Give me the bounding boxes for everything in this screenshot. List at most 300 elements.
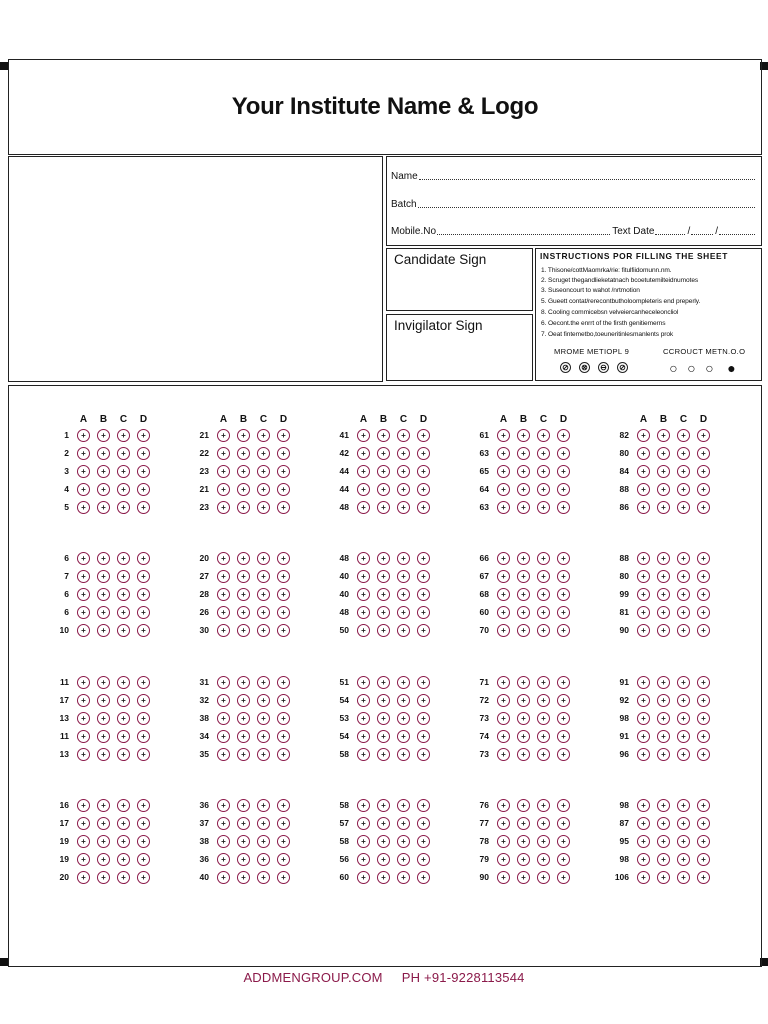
answer-bubble-a[interactable]: + bbox=[637, 730, 650, 743]
answer-bubble-c[interactable]: + bbox=[677, 501, 690, 514]
answer-bubble-b[interactable]: + bbox=[657, 694, 670, 707]
answer-bubble-a[interactable]: + bbox=[637, 748, 650, 761]
answer-bubble-b[interactable]: + bbox=[237, 552, 250, 565]
answer-bubble-a[interactable]: + bbox=[217, 817, 230, 830]
answer-bubble-a[interactable]: + bbox=[637, 853, 650, 866]
answer-bubble-d[interactable]: + bbox=[557, 447, 570, 460]
answer-bubble-a[interactable]: + bbox=[217, 570, 230, 583]
answer-bubble-a[interactable]: + bbox=[77, 483, 90, 496]
answer-bubble-b[interactable]: + bbox=[237, 835, 250, 848]
answer-bubble-c[interactable]: + bbox=[397, 799, 410, 812]
answer-bubble-d[interactable]: + bbox=[557, 871, 570, 884]
answer-bubble-b[interactable]: + bbox=[657, 624, 670, 637]
answer-bubble-c[interactable]: + bbox=[257, 606, 270, 619]
answer-bubble-c[interactable]: + bbox=[257, 853, 270, 866]
answer-bubble-b[interactable]: + bbox=[97, 447, 110, 460]
answer-bubble-a[interactable]: + bbox=[497, 501, 510, 514]
answer-bubble-b[interactable]: + bbox=[377, 712, 390, 725]
answer-bubble-c[interactable]: + bbox=[397, 483, 410, 496]
answer-bubble-d[interactable]: + bbox=[137, 712, 150, 725]
answer-bubble-b[interactable]: + bbox=[657, 871, 670, 884]
answer-bubble-a[interactable]: + bbox=[357, 606, 370, 619]
answer-bubble-a[interactable]: + bbox=[497, 570, 510, 583]
answer-bubble-b[interactable]: + bbox=[377, 871, 390, 884]
answer-bubble-d[interactable]: + bbox=[557, 694, 570, 707]
answer-bubble-a[interactable]: + bbox=[77, 676, 90, 689]
answer-bubble-b[interactable]: + bbox=[657, 817, 670, 830]
answer-bubble-c[interactable]: + bbox=[257, 465, 270, 478]
answer-bubble-d[interactable]: + bbox=[697, 429, 710, 442]
answer-bubble-b[interactable]: + bbox=[377, 799, 390, 812]
answer-bubble-b[interactable]: + bbox=[237, 694, 250, 707]
answer-bubble-c[interactable]: + bbox=[677, 465, 690, 478]
answer-bubble-b[interactable]: + bbox=[517, 465, 530, 478]
answer-bubble-b[interactable]: + bbox=[237, 606, 250, 619]
answer-bubble-a[interactable]: + bbox=[637, 799, 650, 812]
answer-bubble-c[interactable]: + bbox=[537, 588, 550, 601]
answer-bubble-c[interactable]: + bbox=[537, 712, 550, 725]
answer-bubble-a[interactable]: + bbox=[77, 799, 90, 812]
answer-bubble-d[interactable]: + bbox=[557, 676, 570, 689]
answer-bubble-b[interactable]: + bbox=[97, 835, 110, 848]
answer-bubble-b[interactable]: + bbox=[377, 552, 390, 565]
answer-bubble-c[interactable]: + bbox=[257, 447, 270, 460]
answer-bubble-c[interactable]: + bbox=[397, 447, 410, 460]
answer-bubble-b[interactable]: + bbox=[237, 447, 250, 460]
answer-bubble-d[interactable]: + bbox=[697, 501, 710, 514]
answer-bubble-a[interactable]: + bbox=[77, 694, 90, 707]
answer-bubble-d[interactable]: + bbox=[277, 588, 290, 601]
answer-bubble-b[interactable]: + bbox=[657, 501, 670, 514]
answer-bubble-d[interactable]: + bbox=[417, 624, 430, 637]
answer-bubble-c[interactable]: + bbox=[677, 624, 690, 637]
answer-bubble-d[interactable]: + bbox=[277, 712, 290, 725]
answer-bubble-d[interactable]: + bbox=[137, 429, 150, 442]
answer-bubble-c[interactable]: + bbox=[677, 694, 690, 707]
answer-bubble-c[interactable]: + bbox=[537, 694, 550, 707]
answer-bubble-d[interactable]: + bbox=[697, 447, 710, 460]
answer-bubble-c[interactable]: + bbox=[677, 570, 690, 583]
answer-bubble-c[interactable]: + bbox=[677, 552, 690, 565]
answer-bubble-b[interactable]: + bbox=[657, 676, 670, 689]
answer-bubble-a[interactable]: + bbox=[357, 712, 370, 725]
answer-bubble-a[interactable]: + bbox=[497, 694, 510, 707]
answer-bubble-c[interactable]: + bbox=[257, 817, 270, 830]
answer-bubble-d[interactable]: + bbox=[557, 483, 570, 496]
answer-bubble-b[interactable]: + bbox=[517, 606, 530, 619]
answer-bubble-b[interactable]: + bbox=[517, 730, 530, 743]
answer-bubble-d[interactable]: + bbox=[137, 606, 150, 619]
answer-bubble-c[interactable]: + bbox=[397, 712, 410, 725]
answer-bubble-a[interactable]: + bbox=[77, 748, 90, 761]
answer-bubble-b[interactable]: + bbox=[657, 465, 670, 478]
answer-bubble-c[interactable]: + bbox=[537, 676, 550, 689]
answer-bubble-c[interactable]: + bbox=[117, 447, 130, 460]
answer-bubble-a[interactable]: + bbox=[637, 871, 650, 884]
answer-bubble-c[interactable]: + bbox=[257, 588, 270, 601]
answer-bubble-a[interactable]: + bbox=[497, 552, 510, 565]
answer-bubble-b[interactable]: + bbox=[237, 748, 250, 761]
answer-bubble-b[interactable]: + bbox=[377, 817, 390, 830]
answer-bubble-a[interactable]: + bbox=[637, 588, 650, 601]
answer-bubble-c[interactable]: + bbox=[117, 624, 130, 637]
answer-bubble-a[interactable]: + bbox=[77, 871, 90, 884]
answer-bubble-a[interactable]: + bbox=[217, 483, 230, 496]
answer-bubble-c[interactable]: + bbox=[537, 552, 550, 565]
answer-bubble-d[interactable]: + bbox=[137, 552, 150, 565]
answer-bubble-a[interactable]: + bbox=[357, 447, 370, 460]
answer-bubble-c[interactable]: + bbox=[397, 429, 410, 442]
answer-bubble-b[interactable]: + bbox=[377, 624, 390, 637]
answer-bubble-c[interactable]: + bbox=[537, 570, 550, 583]
answer-bubble-b[interactable]: + bbox=[237, 588, 250, 601]
answer-bubble-b[interactable]: + bbox=[517, 624, 530, 637]
answer-bubble-a[interactable]: + bbox=[217, 871, 230, 884]
answer-bubble-d[interactable]: + bbox=[417, 853, 430, 866]
answer-bubble-d[interactable]: + bbox=[417, 676, 430, 689]
answer-bubble-a[interactable]: + bbox=[217, 501, 230, 514]
answer-bubble-c[interactable]: + bbox=[257, 570, 270, 583]
answer-bubble-c[interactable]: + bbox=[537, 748, 550, 761]
answer-bubble-a[interactable]: + bbox=[637, 712, 650, 725]
answer-bubble-d[interactable]: + bbox=[417, 606, 430, 619]
answer-bubble-a[interactable]: + bbox=[637, 501, 650, 514]
answer-bubble-a[interactable]: + bbox=[637, 429, 650, 442]
answer-bubble-c[interactable]: + bbox=[537, 429, 550, 442]
answer-bubble-d[interactable]: + bbox=[137, 694, 150, 707]
answer-bubble-c[interactable]: + bbox=[677, 606, 690, 619]
answer-bubble-c[interactable]: + bbox=[257, 730, 270, 743]
answer-bubble-c[interactable]: + bbox=[257, 552, 270, 565]
answer-bubble-b[interactable]: + bbox=[237, 465, 250, 478]
answer-bubble-d[interactable]: + bbox=[697, 588, 710, 601]
answer-bubble-d[interactable]: + bbox=[697, 465, 710, 478]
answer-bubble-c[interactable]: + bbox=[397, 853, 410, 866]
answer-bubble-d[interactable]: + bbox=[557, 853, 570, 866]
answer-bubble-a[interactable]: + bbox=[77, 588, 90, 601]
answer-bubble-c[interactable]: + bbox=[677, 853, 690, 866]
answer-bubble-d[interactable]: + bbox=[417, 712, 430, 725]
answer-bubble-d[interactable]: + bbox=[277, 465, 290, 478]
answer-bubble-b[interactable]: + bbox=[517, 552, 530, 565]
answer-bubble-c[interactable]: + bbox=[257, 429, 270, 442]
answer-bubble-d[interactable]: + bbox=[277, 871, 290, 884]
answer-bubble-b[interactable]: + bbox=[97, 501, 110, 514]
answer-bubble-c[interactable]: + bbox=[117, 501, 130, 514]
answer-bubble-b[interactable]: + bbox=[237, 429, 250, 442]
answer-bubble-c[interactable]: + bbox=[117, 588, 130, 601]
answer-bubble-d[interactable]: + bbox=[557, 606, 570, 619]
answer-bubble-d[interactable]: + bbox=[417, 447, 430, 460]
answer-bubble-a[interactable]: + bbox=[497, 853, 510, 866]
answer-bubble-c[interactable]: + bbox=[537, 730, 550, 743]
answer-bubble-c[interactable]: + bbox=[117, 570, 130, 583]
answer-bubble-b[interactable]: + bbox=[657, 447, 670, 460]
answer-bubble-d[interactable]: + bbox=[277, 570, 290, 583]
answer-bubble-a[interactable]: + bbox=[217, 606, 230, 619]
answer-bubble-a[interactable]: + bbox=[77, 447, 90, 460]
answer-bubble-d[interactable]: + bbox=[277, 624, 290, 637]
answer-bubble-d[interactable]: + bbox=[417, 835, 430, 848]
answer-bubble-c[interactable]: + bbox=[257, 624, 270, 637]
answer-bubble-d[interactable]: + bbox=[417, 465, 430, 478]
answer-bubble-a[interactable]: + bbox=[217, 447, 230, 460]
answer-bubble-a[interactable]: + bbox=[497, 817, 510, 830]
answer-bubble-a[interactable]: + bbox=[77, 465, 90, 478]
answer-bubble-a[interactable]: + bbox=[357, 748, 370, 761]
batch-field[interactable] bbox=[391, 199, 757, 210]
name-field[interactable] bbox=[391, 171, 757, 182]
answer-bubble-b[interactable]: + bbox=[517, 712, 530, 725]
answer-bubble-d[interactable]: + bbox=[137, 570, 150, 583]
answer-bubble-b[interactable]: + bbox=[377, 694, 390, 707]
answer-bubble-b[interactable]: + bbox=[517, 799, 530, 812]
answer-bubble-c[interactable]: + bbox=[117, 748, 130, 761]
answer-bubble-d[interactable]: + bbox=[417, 552, 430, 565]
answer-bubble-d[interactable]: + bbox=[697, 694, 710, 707]
answer-bubble-d[interactable]: + bbox=[557, 570, 570, 583]
answer-bubble-a[interactable]: + bbox=[357, 429, 370, 442]
answer-bubble-a[interactable]: + bbox=[217, 748, 230, 761]
answer-bubble-d[interactable]: + bbox=[137, 483, 150, 496]
answer-bubble-d[interactable]: + bbox=[277, 730, 290, 743]
answer-bubble-d[interactable]: + bbox=[137, 730, 150, 743]
answer-bubble-b[interactable]: + bbox=[97, 429, 110, 442]
answer-bubble-a[interactable]: + bbox=[497, 624, 510, 637]
answer-bubble-d[interactable]: + bbox=[137, 748, 150, 761]
answer-bubble-a[interactable]: + bbox=[357, 871, 370, 884]
answer-bubble-d[interactable]: + bbox=[557, 465, 570, 478]
answer-bubble-c[interactable]: + bbox=[117, 694, 130, 707]
answer-bubble-c[interactable]: + bbox=[677, 817, 690, 830]
answer-bubble-d[interactable]: + bbox=[137, 871, 150, 884]
answer-bubble-d[interactable]: + bbox=[697, 606, 710, 619]
answer-bubble-a[interactable]: + bbox=[217, 552, 230, 565]
answer-bubble-c[interactable]: + bbox=[537, 501, 550, 514]
answer-bubble-d[interactable]: + bbox=[137, 817, 150, 830]
answer-bubble-c[interactable]: + bbox=[117, 552, 130, 565]
answer-bubble-c[interactable]: + bbox=[677, 588, 690, 601]
answer-bubble-d[interactable]: + bbox=[697, 570, 710, 583]
answer-bubble-c[interactable]: + bbox=[537, 871, 550, 884]
answer-bubble-d[interactable]: + bbox=[697, 748, 710, 761]
answer-bubble-c[interactable]: + bbox=[257, 676, 270, 689]
answer-bubble-b[interactable]: + bbox=[237, 483, 250, 496]
answer-bubble-c[interactable]: + bbox=[397, 748, 410, 761]
answer-bubble-d[interactable]: + bbox=[137, 501, 150, 514]
answer-bubble-b[interactable]: + bbox=[377, 676, 390, 689]
answer-bubble-d[interactable]: + bbox=[137, 676, 150, 689]
answer-bubble-c[interactable]: + bbox=[117, 871, 130, 884]
answer-bubble-d[interactable]: + bbox=[697, 871, 710, 884]
answer-bubble-b[interactable]: + bbox=[657, 552, 670, 565]
answer-bubble-b[interactable]: + bbox=[657, 799, 670, 812]
answer-bubble-a[interactable]: + bbox=[217, 676, 230, 689]
answer-bubble-c[interactable]: + bbox=[397, 552, 410, 565]
answer-bubble-d[interactable]: + bbox=[417, 817, 430, 830]
answer-bubble-d[interactable]: + bbox=[697, 712, 710, 725]
answer-bubble-a[interactable]: + bbox=[497, 429, 510, 442]
answer-bubble-a[interactable]: + bbox=[637, 835, 650, 848]
answer-bubble-c[interactable]: + bbox=[397, 570, 410, 583]
answer-bubble-a[interactable]: + bbox=[637, 552, 650, 565]
answer-bubble-d[interactable]: + bbox=[697, 853, 710, 866]
answer-bubble-d[interactable]: + bbox=[417, 501, 430, 514]
answer-bubble-d[interactable]: + bbox=[277, 853, 290, 866]
answer-bubble-c[interactable]: + bbox=[677, 712, 690, 725]
answer-bubble-b[interactable]: + bbox=[657, 606, 670, 619]
answer-bubble-a[interactable]: + bbox=[77, 817, 90, 830]
answer-bubble-a[interactable]: + bbox=[77, 624, 90, 637]
answer-bubble-c[interactable]: + bbox=[537, 483, 550, 496]
answer-bubble-b[interactable]: + bbox=[377, 570, 390, 583]
answer-bubble-d[interactable]: + bbox=[417, 694, 430, 707]
answer-bubble-d[interactable]: + bbox=[557, 429, 570, 442]
answer-bubble-c[interactable]: + bbox=[397, 817, 410, 830]
answer-bubble-b[interactable]: + bbox=[377, 853, 390, 866]
answer-bubble-c[interactable]: + bbox=[677, 483, 690, 496]
answer-bubble-a[interactable]: + bbox=[497, 606, 510, 619]
answer-bubble-b[interactable]: + bbox=[377, 429, 390, 442]
answer-bubble-c[interactable]: + bbox=[677, 871, 690, 884]
answer-bubble-b[interactable]: + bbox=[657, 712, 670, 725]
answer-bubble-a[interactable]: + bbox=[357, 694, 370, 707]
answer-bubble-a[interactable]: + bbox=[357, 676, 370, 689]
answer-bubble-c[interactable]: + bbox=[257, 871, 270, 884]
answer-bubble-d[interactable]: + bbox=[277, 817, 290, 830]
answer-bubble-d[interactable]: + bbox=[277, 799, 290, 812]
answer-bubble-b[interactable]: + bbox=[237, 676, 250, 689]
answer-bubble-c[interactable]: + bbox=[537, 799, 550, 812]
answer-bubble-b[interactable]: + bbox=[657, 748, 670, 761]
answer-bubble-b[interactable]: + bbox=[237, 712, 250, 725]
answer-bubble-c[interactable]: + bbox=[397, 676, 410, 689]
answer-bubble-d[interactable]: + bbox=[137, 624, 150, 637]
answer-bubble-c[interactable]: + bbox=[397, 606, 410, 619]
answer-bubble-a[interactable]: + bbox=[357, 624, 370, 637]
answer-bubble-b[interactable]: + bbox=[97, 817, 110, 830]
answer-bubble-d[interactable]: + bbox=[417, 588, 430, 601]
answer-bubble-c[interactable]: + bbox=[117, 712, 130, 725]
answer-bubble-a[interactable]: + bbox=[637, 447, 650, 460]
answer-bubble-a[interactable]: + bbox=[77, 835, 90, 848]
answer-bubble-d[interactable]: + bbox=[417, 871, 430, 884]
answer-bubble-c[interactable]: + bbox=[117, 483, 130, 496]
answer-bubble-c[interactable]: + bbox=[117, 817, 130, 830]
answer-bubble-a[interactable]: + bbox=[217, 799, 230, 812]
answer-bubble-c[interactable]: + bbox=[117, 465, 130, 478]
answer-bubble-b[interactable]: + bbox=[657, 730, 670, 743]
answer-bubble-b[interactable]: + bbox=[237, 817, 250, 830]
answer-bubble-b[interactable]: + bbox=[517, 570, 530, 583]
answer-bubble-a[interactable]: + bbox=[77, 606, 90, 619]
answer-bubble-b[interactable]: + bbox=[517, 447, 530, 460]
answer-bubble-b[interactable]: + bbox=[517, 835, 530, 848]
answer-bubble-d[interactable]: + bbox=[697, 624, 710, 637]
answer-bubble-a[interactable]: + bbox=[357, 588, 370, 601]
answer-bubble-a[interactable]: + bbox=[217, 694, 230, 707]
answer-bubble-a[interactable]: + bbox=[497, 748, 510, 761]
answer-bubble-a[interactable]: + bbox=[217, 429, 230, 442]
answer-bubble-d[interactable]: + bbox=[417, 730, 430, 743]
answer-bubble-a[interactable]: + bbox=[637, 817, 650, 830]
answer-bubble-b[interactable]: + bbox=[517, 817, 530, 830]
answer-bubble-b[interactable]: + bbox=[97, 676, 110, 689]
answer-bubble-a[interactable]: + bbox=[497, 676, 510, 689]
answer-bubble-c[interactable]: + bbox=[677, 447, 690, 460]
answer-bubble-d[interactable]: + bbox=[137, 799, 150, 812]
answer-bubble-b[interactable]: + bbox=[237, 570, 250, 583]
answer-bubble-b[interactable]: + bbox=[97, 853, 110, 866]
answer-bubble-d[interactable]: + bbox=[697, 676, 710, 689]
answer-bubble-d[interactable]: + bbox=[137, 465, 150, 478]
answer-bubble-c[interactable]: + bbox=[257, 694, 270, 707]
answer-bubble-c[interactable]: + bbox=[117, 799, 130, 812]
answer-bubble-b[interactable]: + bbox=[657, 570, 670, 583]
answer-bubble-a[interactable]: + bbox=[77, 501, 90, 514]
answer-bubble-c[interactable]: + bbox=[397, 871, 410, 884]
answer-bubble-c[interactable]: + bbox=[537, 817, 550, 830]
answer-bubble-b[interactable]: + bbox=[97, 552, 110, 565]
answer-bubble-d[interactable]: + bbox=[137, 853, 150, 866]
answer-bubble-b[interactable]: + bbox=[657, 429, 670, 442]
answer-bubble-a[interactable]: + bbox=[357, 570, 370, 583]
answer-bubble-a[interactable]: + bbox=[217, 853, 230, 866]
answer-bubble-d[interactable]: + bbox=[557, 835, 570, 848]
answer-bubble-b[interactable]: + bbox=[377, 588, 390, 601]
answer-bubble-c[interactable]: + bbox=[257, 835, 270, 848]
answer-bubble-d[interactable]: + bbox=[557, 624, 570, 637]
candidate-sign-box[interactable] bbox=[386, 248, 533, 311]
answer-bubble-d[interactable]: + bbox=[417, 799, 430, 812]
answer-bubble-b[interactable]: + bbox=[517, 429, 530, 442]
answer-bubble-b[interactable]: + bbox=[97, 694, 110, 707]
answer-bubble-c[interactable]: + bbox=[257, 748, 270, 761]
answer-bubble-b[interactable]: + bbox=[377, 748, 390, 761]
answer-bubble-b[interactable]: + bbox=[97, 748, 110, 761]
answer-bubble-d[interactable]: + bbox=[697, 552, 710, 565]
answer-bubble-d[interactable]: + bbox=[277, 676, 290, 689]
answer-bubble-a[interactable]: + bbox=[497, 483, 510, 496]
answer-bubble-c[interactable]: + bbox=[677, 429, 690, 442]
answer-bubble-b[interactable]: + bbox=[97, 570, 110, 583]
answer-bubble-d[interactable]: + bbox=[277, 748, 290, 761]
answer-bubble-d[interactable]: + bbox=[697, 799, 710, 812]
answer-bubble-d[interactable]: + bbox=[557, 552, 570, 565]
answer-bubble-d[interactable]: + bbox=[277, 835, 290, 848]
answer-bubble-b[interactable]: + bbox=[517, 501, 530, 514]
answer-bubble-b[interactable]: + bbox=[657, 588, 670, 601]
answer-bubble-b[interactable]: + bbox=[377, 465, 390, 478]
answer-bubble-c[interactable]: + bbox=[537, 447, 550, 460]
answer-bubble-a[interactable]: + bbox=[217, 835, 230, 848]
answer-bubble-b[interactable]: + bbox=[237, 799, 250, 812]
answer-bubble-a[interactable]: + bbox=[497, 588, 510, 601]
answer-bubble-a[interactable]: + bbox=[357, 552, 370, 565]
answer-bubble-c[interactable]: + bbox=[397, 624, 410, 637]
answer-bubble-c[interactable]: + bbox=[537, 606, 550, 619]
answer-bubble-c[interactable]: + bbox=[537, 624, 550, 637]
answer-bubble-a[interactable]: + bbox=[357, 799, 370, 812]
answer-bubble-d[interactable]: + bbox=[697, 483, 710, 496]
answer-bubble-a[interactable]: + bbox=[77, 730, 90, 743]
answer-bubble-d[interactable]: + bbox=[557, 501, 570, 514]
answer-bubble-a[interactable]: + bbox=[637, 676, 650, 689]
answer-bubble-b[interactable]: + bbox=[517, 871, 530, 884]
answer-bubble-a[interactable]: + bbox=[357, 483, 370, 496]
answer-bubble-c[interactable]: + bbox=[397, 588, 410, 601]
answer-bubble-a[interactable]: + bbox=[357, 817, 370, 830]
